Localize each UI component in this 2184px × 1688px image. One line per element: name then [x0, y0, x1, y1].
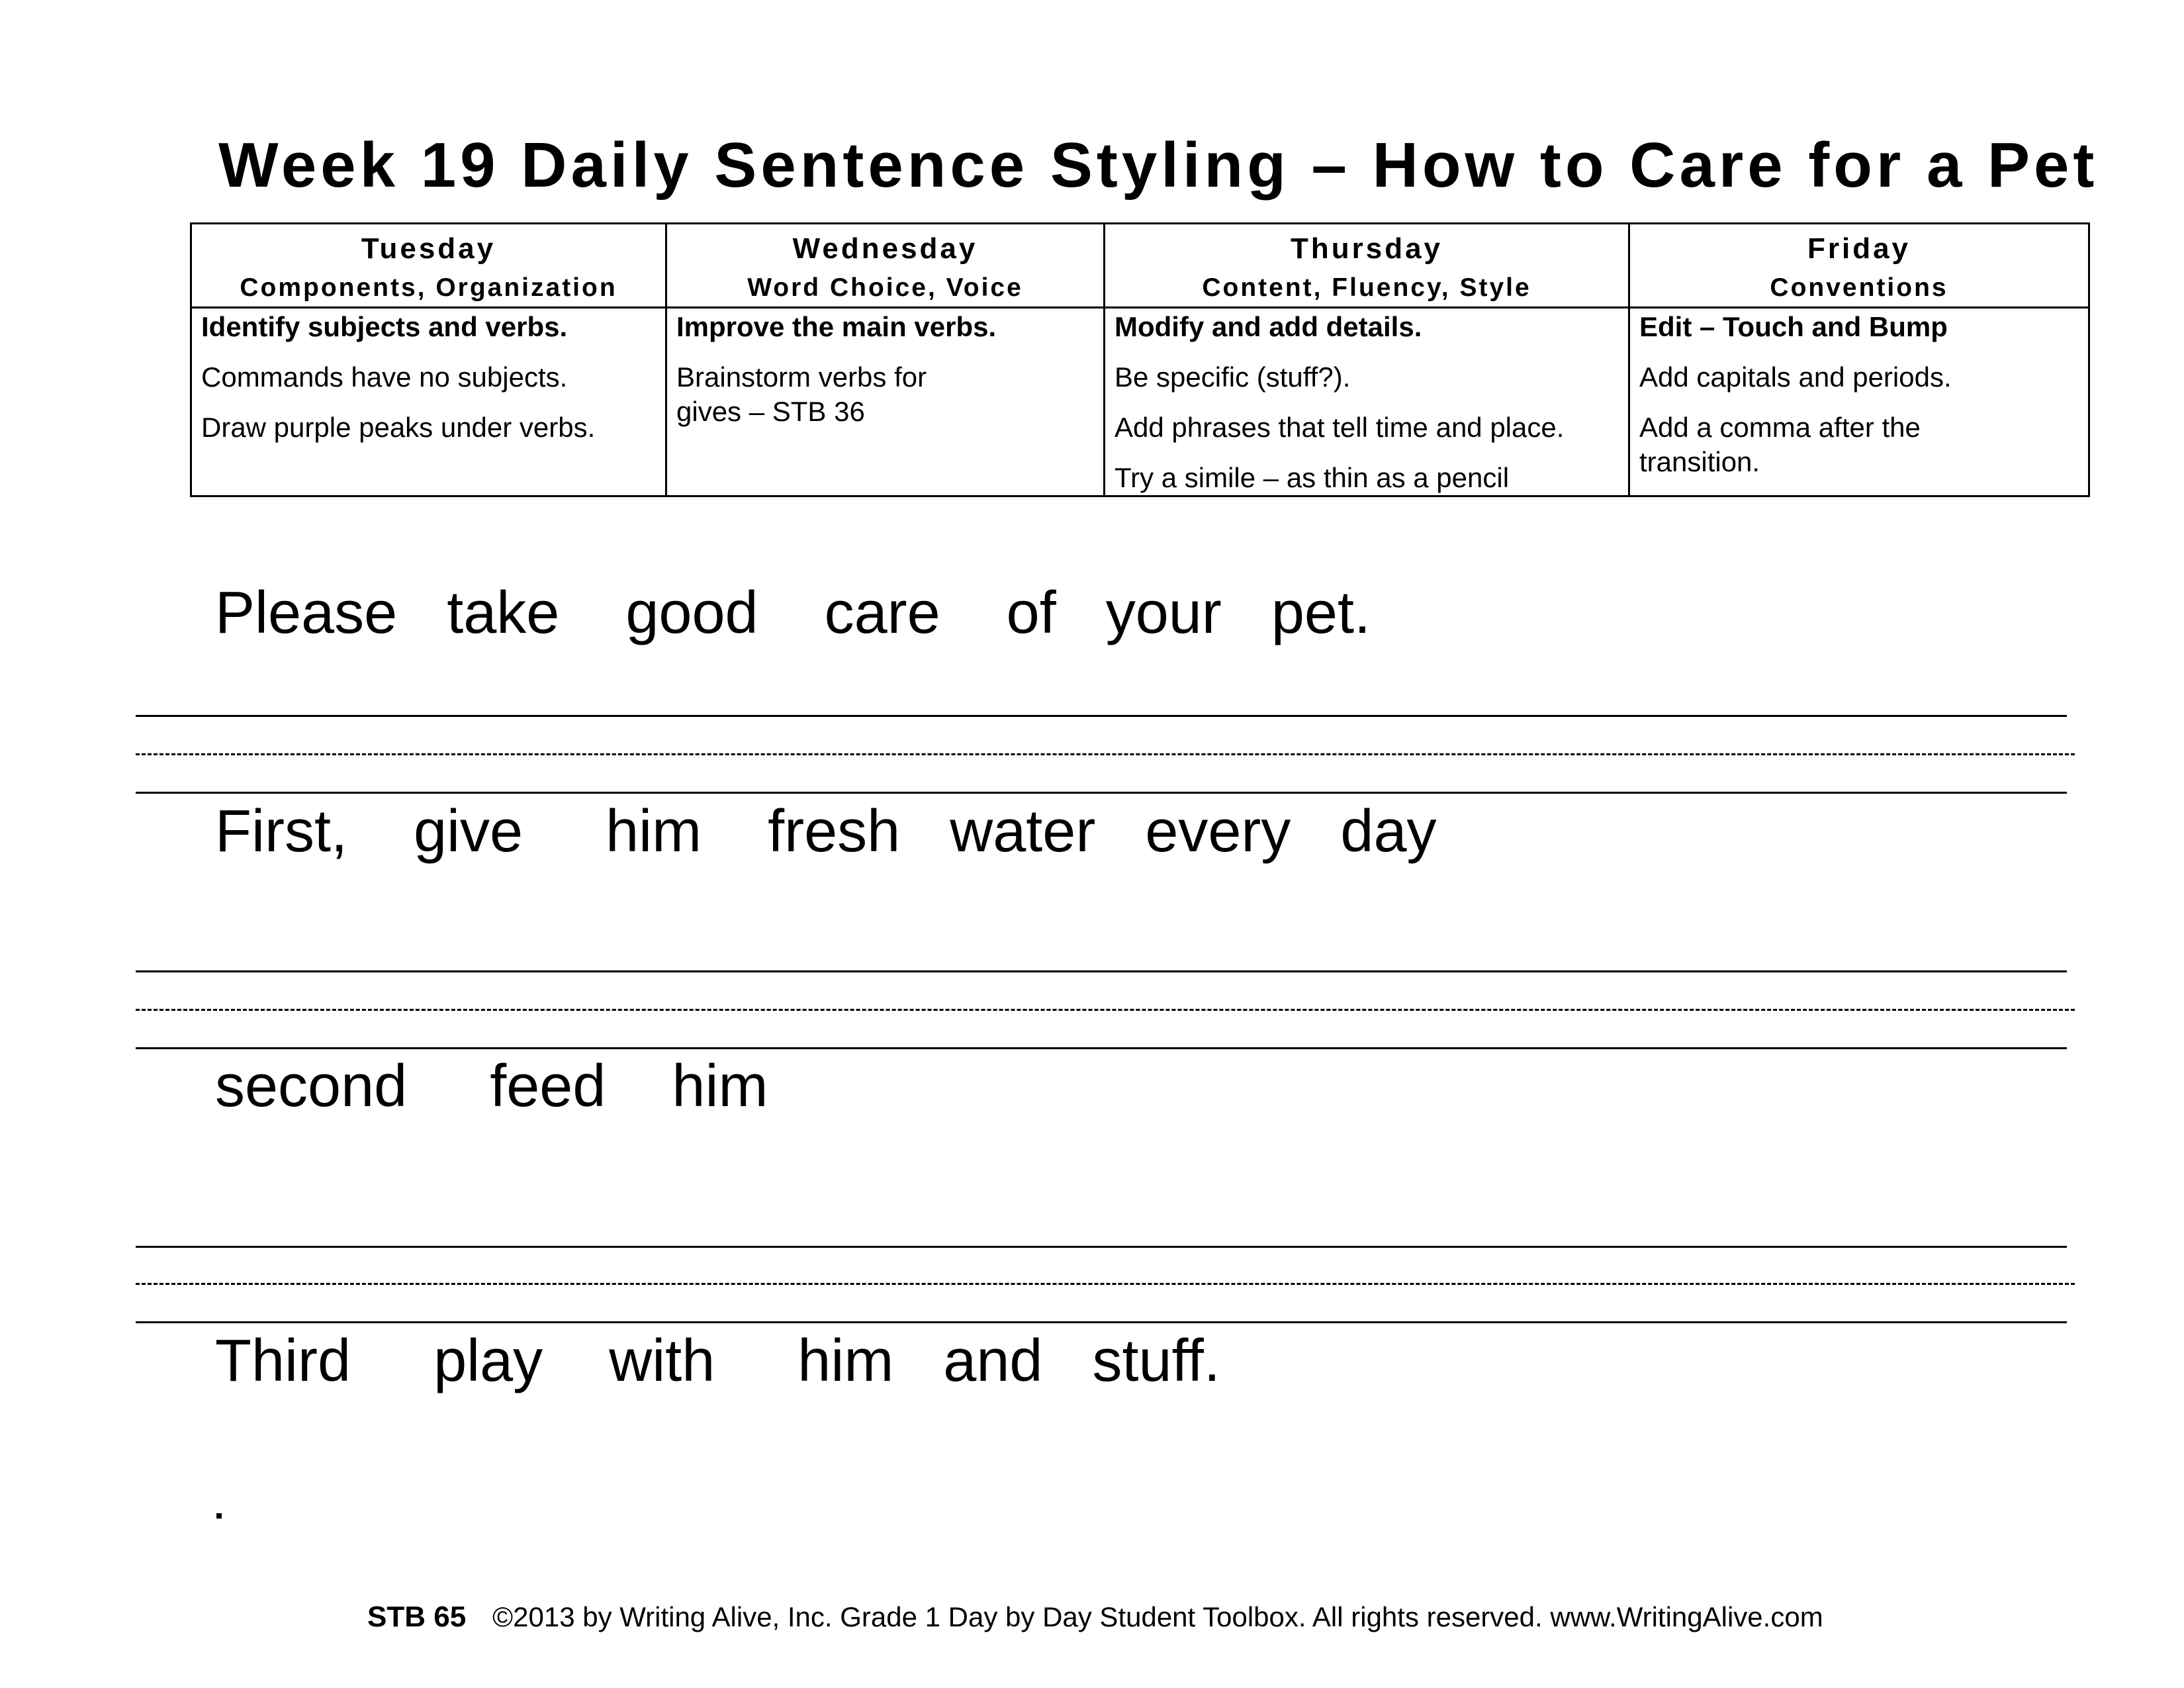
- cell-tuesday: [191, 308, 666, 496]
- sentence-3: second feed him: [215, 1053, 768, 1119]
- task-heading: Modify and add details.: [1115, 311, 1422, 342]
- tip-text: Add capitals and periods.: [1639, 361, 1952, 393]
- table-header-row: [191, 224, 2089, 308]
- task-heading: Edit – Touch and Bump: [1639, 311, 1948, 342]
- focus-label: Conventions: [1770, 273, 1948, 302]
- footer-copyright: ©2013 by Writing Alive, Inc. Grade 1 Day by Day Student Toolbox. All rights reserved. www.WritingAlive.com: [492, 1601, 1823, 1632]
- sentence-4: Third play with him and stuff.: [215, 1328, 1220, 1394]
- cell-wednesday: [666, 308, 1105, 496]
- table-body-row: [191, 308, 2089, 496]
- tip-text: Try a simile – as thin as a pencil: [1115, 462, 1510, 493]
- day-label: Thursday: [1290, 232, 1443, 265]
- tip-text: Be specific (stuff?).: [1115, 361, 1351, 393]
- writing-line-mid: [136, 1009, 2075, 1011]
- footer-code: STB 65: [367, 1601, 467, 1633]
- task-heading: Identify subjects and verbs.: [201, 311, 568, 342]
- tip-text: Commands have no subjects.: [201, 361, 568, 393]
- task-heading: Improve the main verbs.: [676, 311, 997, 342]
- header-thursday: [1105, 224, 1629, 308]
- cell-thursday: [1105, 308, 1629, 496]
- weekly-plan-table: [190, 222, 2090, 497]
- header-wednesday: [666, 224, 1105, 308]
- day-label: Wednesday: [792, 232, 978, 265]
- writing-line-top[interactable]: [136, 970, 2067, 972]
- writing-line-mid: [136, 753, 2075, 755]
- tip-text: Add phrases that tell time and place.: [1115, 412, 1565, 443]
- writing-line-top[interactable]: [136, 715, 2067, 717]
- header-tuesday: [191, 224, 666, 308]
- stray-dot: [216, 1513, 222, 1519]
- tip-text: Draw purple peaks under verbs.: [201, 412, 596, 443]
- writing-line-base: [136, 792, 2067, 794]
- tip-text: Add a comma after the transition.: [1639, 412, 1921, 477]
- page-title: Week 19 Daily Sentence Styling – How to Care for a Pet: [218, 130, 2099, 201]
- writing-line-top[interactable]: [136, 1246, 2067, 1248]
- header-friday: [1629, 224, 2089, 308]
- day-label: Friday: [1807, 232, 1911, 265]
- focus-label: Components, Organization: [240, 273, 617, 302]
- cell-friday: [1629, 308, 2089, 496]
- footer: [367, 1601, 1823, 1634]
- focus-label: Content, Fluency, Style: [1202, 273, 1531, 302]
- sentence-2: First, give him fresh water every day: [215, 798, 1437, 865]
- writing-line-base: [136, 1321, 2067, 1323]
- focus-label: Word Choice, Voice: [747, 273, 1023, 302]
- day-label: Tuesday: [361, 232, 496, 265]
- sentence-1: Please take good care of your pet.: [215, 580, 1371, 646]
- writing-line-mid: [136, 1283, 2075, 1285]
- writing-line-base: [136, 1047, 2067, 1049]
- tip-text: Brainstorm verbs for gives – STB 36: [676, 361, 927, 427]
